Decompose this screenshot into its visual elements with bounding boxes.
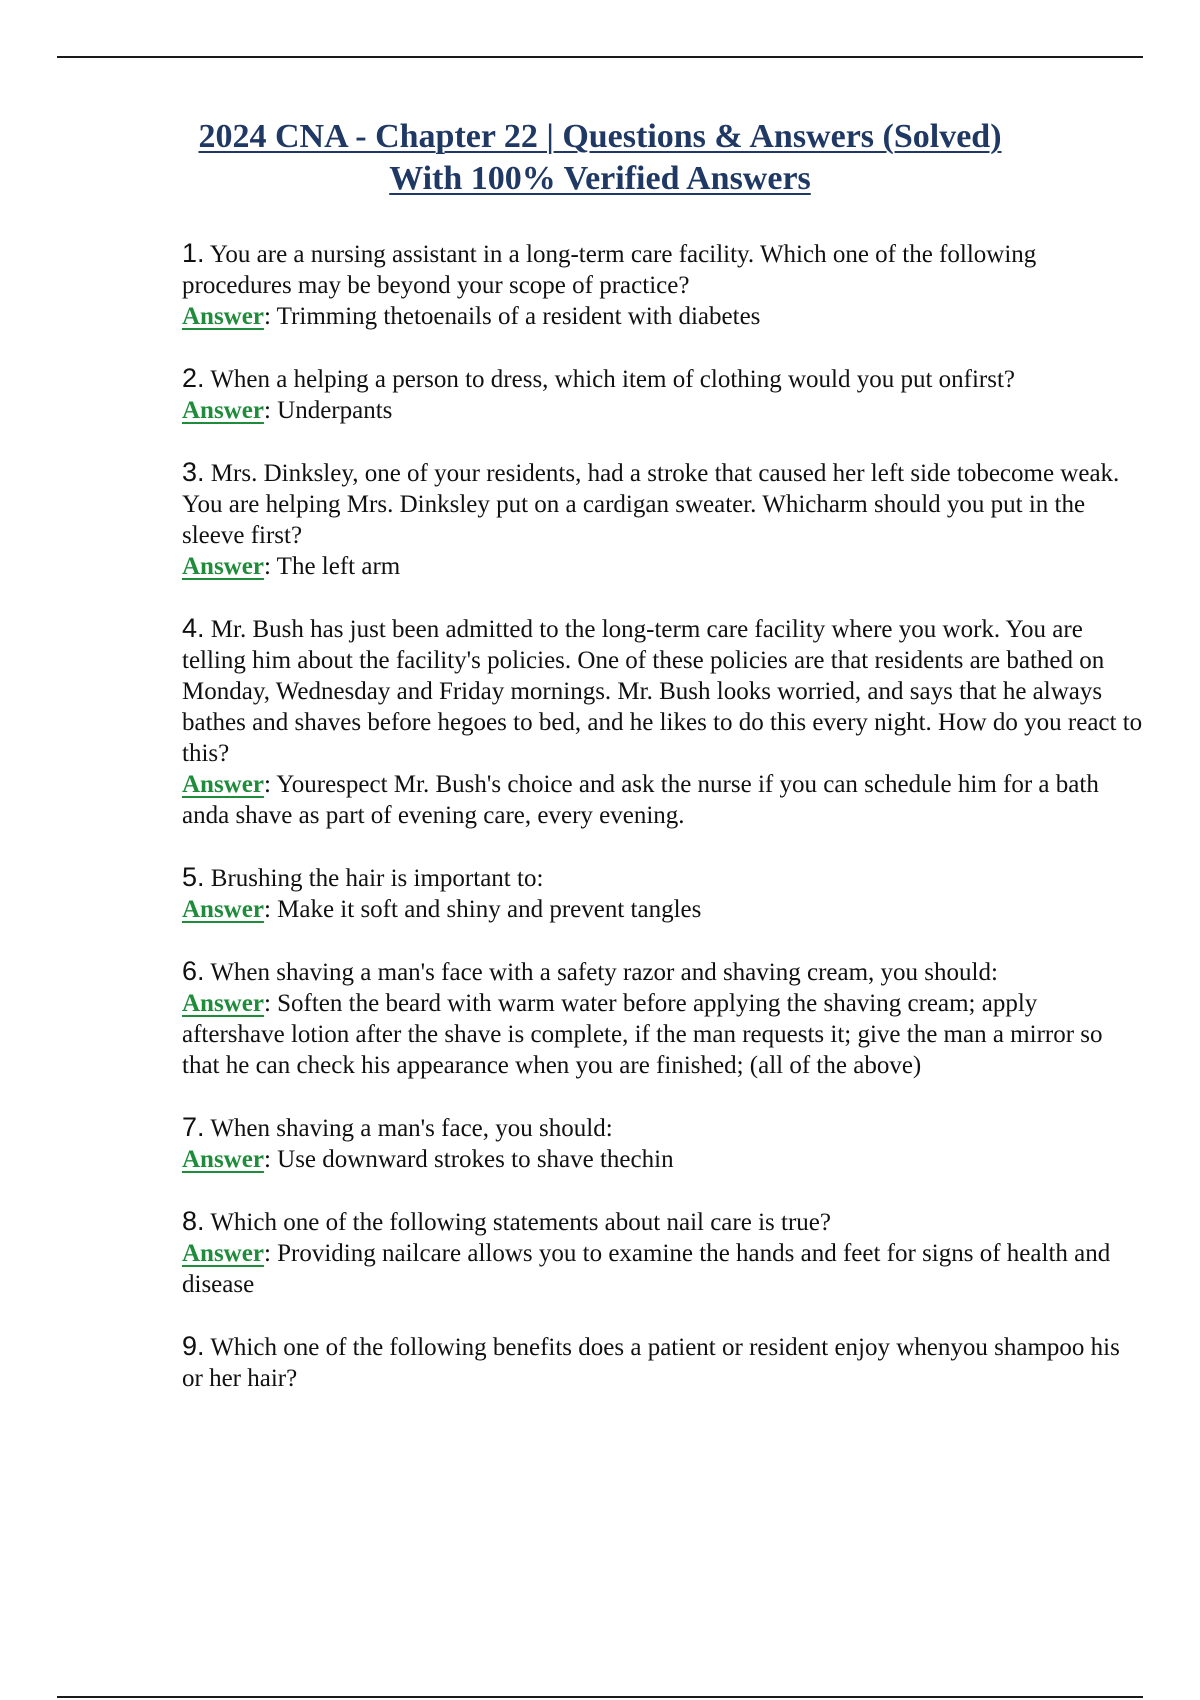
question-number: 1.: [182, 238, 205, 268]
question-number: 4.: [182, 613, 205, 643]
document-title: [0, 116, 1200, 200]
title-line-2: With 100% Verified Answers: [389, 160, 811, 197]
answer-label: Answer: [182, 1240, 264, 1267]
answer-label: Answer: [182, 771, 264, 798]
question-text: Brushing the hair is important to:: [204, 865, 544, 892]
question-text: When shaving a man's face with a safety razor and shaving cream, you should:: [204, 959, 998, 986]
answer-text: : Soften the beard with warm water before applying the shaving cream; apply aftershave lotion after the shave is complete, if the man requests it; give the man a mirror so that he can check his appearance when you are finished; (all of the above): [182, 990, 1103, 1079]
question-number: 5.: [182, 862, 205, 892]
answer-label: Answer: [182, 397, 264, 424]
question-number: 3.: [182, 457, 205, 487]
question-number: 9.: [182, 1331, 205, 1361]
question-item: [182, 238, 1144, 332]
question-item: [182, 956, 1144, 1081]
question-text: You are a nursing assistant in a long-term care facility. Which one of the following procedures may be beyond your scope of practice?: [182, 241, 1037, 299]
answer-text: : Yourespect Mr. Bush's choice and ask the nurse if you can schedule him for a bath anda shave as part of evening care, every evening.: [182, 771, 1099, 829]
question-text: When shaving a man's face, you should:: [204, 1115, 613, 1142]
question-text: When a helping a person to dress, which item of clothing would you put onfirst?: [204, 366, 1016, 393]
question-text: Mr. Bush has just been admitted to the long-term care facility where you work. You are telling him about the facility's policies. One of these policies are that residents are bathed on Monday, Wednesday and Friday mornings. Mr. Bush looks worried, and says that he always bathes and shaves before hegoes to bed, and he likes to do this every night. How do you react to this?: [182, 616, 1143, 767]
question-item: [182, 363, 1144, 426]
question-list: [182, 238, 1144, 1394]
question-item: [182, 1331, 1144, 1394]
answer-label: Answer: [182, 1146, 264, 1173]
question-item: [182, 1112, 1144, 1175]
bottom-divider: [57, 1696, 1143, 1698]
question-item: [182, 613, 1144, 831]
answer-text: : Providing nailcare allows you to examine the hands and feet for signs of health and disease: [182, 1240, 1111, 1298]
answer-text: : Trimming thetoenails of a resident with diabetes: [263, 303, 761, 330]
question-item: [182, 457, 1144, 582]
question-item: [182, 1206, 1144, 1300]
question-item: [182, 862, 1144, 925]
question-number: 6.: [182, 956, 205, 986]
question-number: 7.: [182, 1112, 205, 1142]
title-line-1: 2024 CNA - Chapter 22 | Questions & Answers (Solved): [198, 118, 1002, 155]
answer-label: Answer: [182, 990, 264, 1017]
answer-text: : Use downward strokes to shave thechin: [263, 1146, 674, 1173]
question-text: Which one of the following statements about nail care is true?: [204, 1209, 831, 1236]
question-number: 8.: [182, 1206, 205, 1236]
answer-label: Answer: [182, 553, 264, 580]
top-divider: [57, 56, 1143, 58]
answer-label: Answer: [182, 896, 264, 923]
question-text: Which one of the following benefits does a patient or resident enjoy whenyou shampoo his or her hair?: [182, 1334, 1120, 1392]
question-text: Mrs. Dinksley, one of your residents, had a stroke that caused her left side tobecome weak. You are helping Mrs. Dinksley put on a cardigan sweater. Whicharm should you put in the sleeve first?: [182, 460, 1120, 549]
answer-text: : Make it soft and shiny and prevent tangles: [263, 896, 702, 923]
answer-text: : The left arm: [263, 553, 401, 580]
answer-text: : Underpants: [263, 397, 393, 424]
question-number: 2.: [182, 363, 205, 393]
answer-label: Answer: [182, 303, 264, 330]
